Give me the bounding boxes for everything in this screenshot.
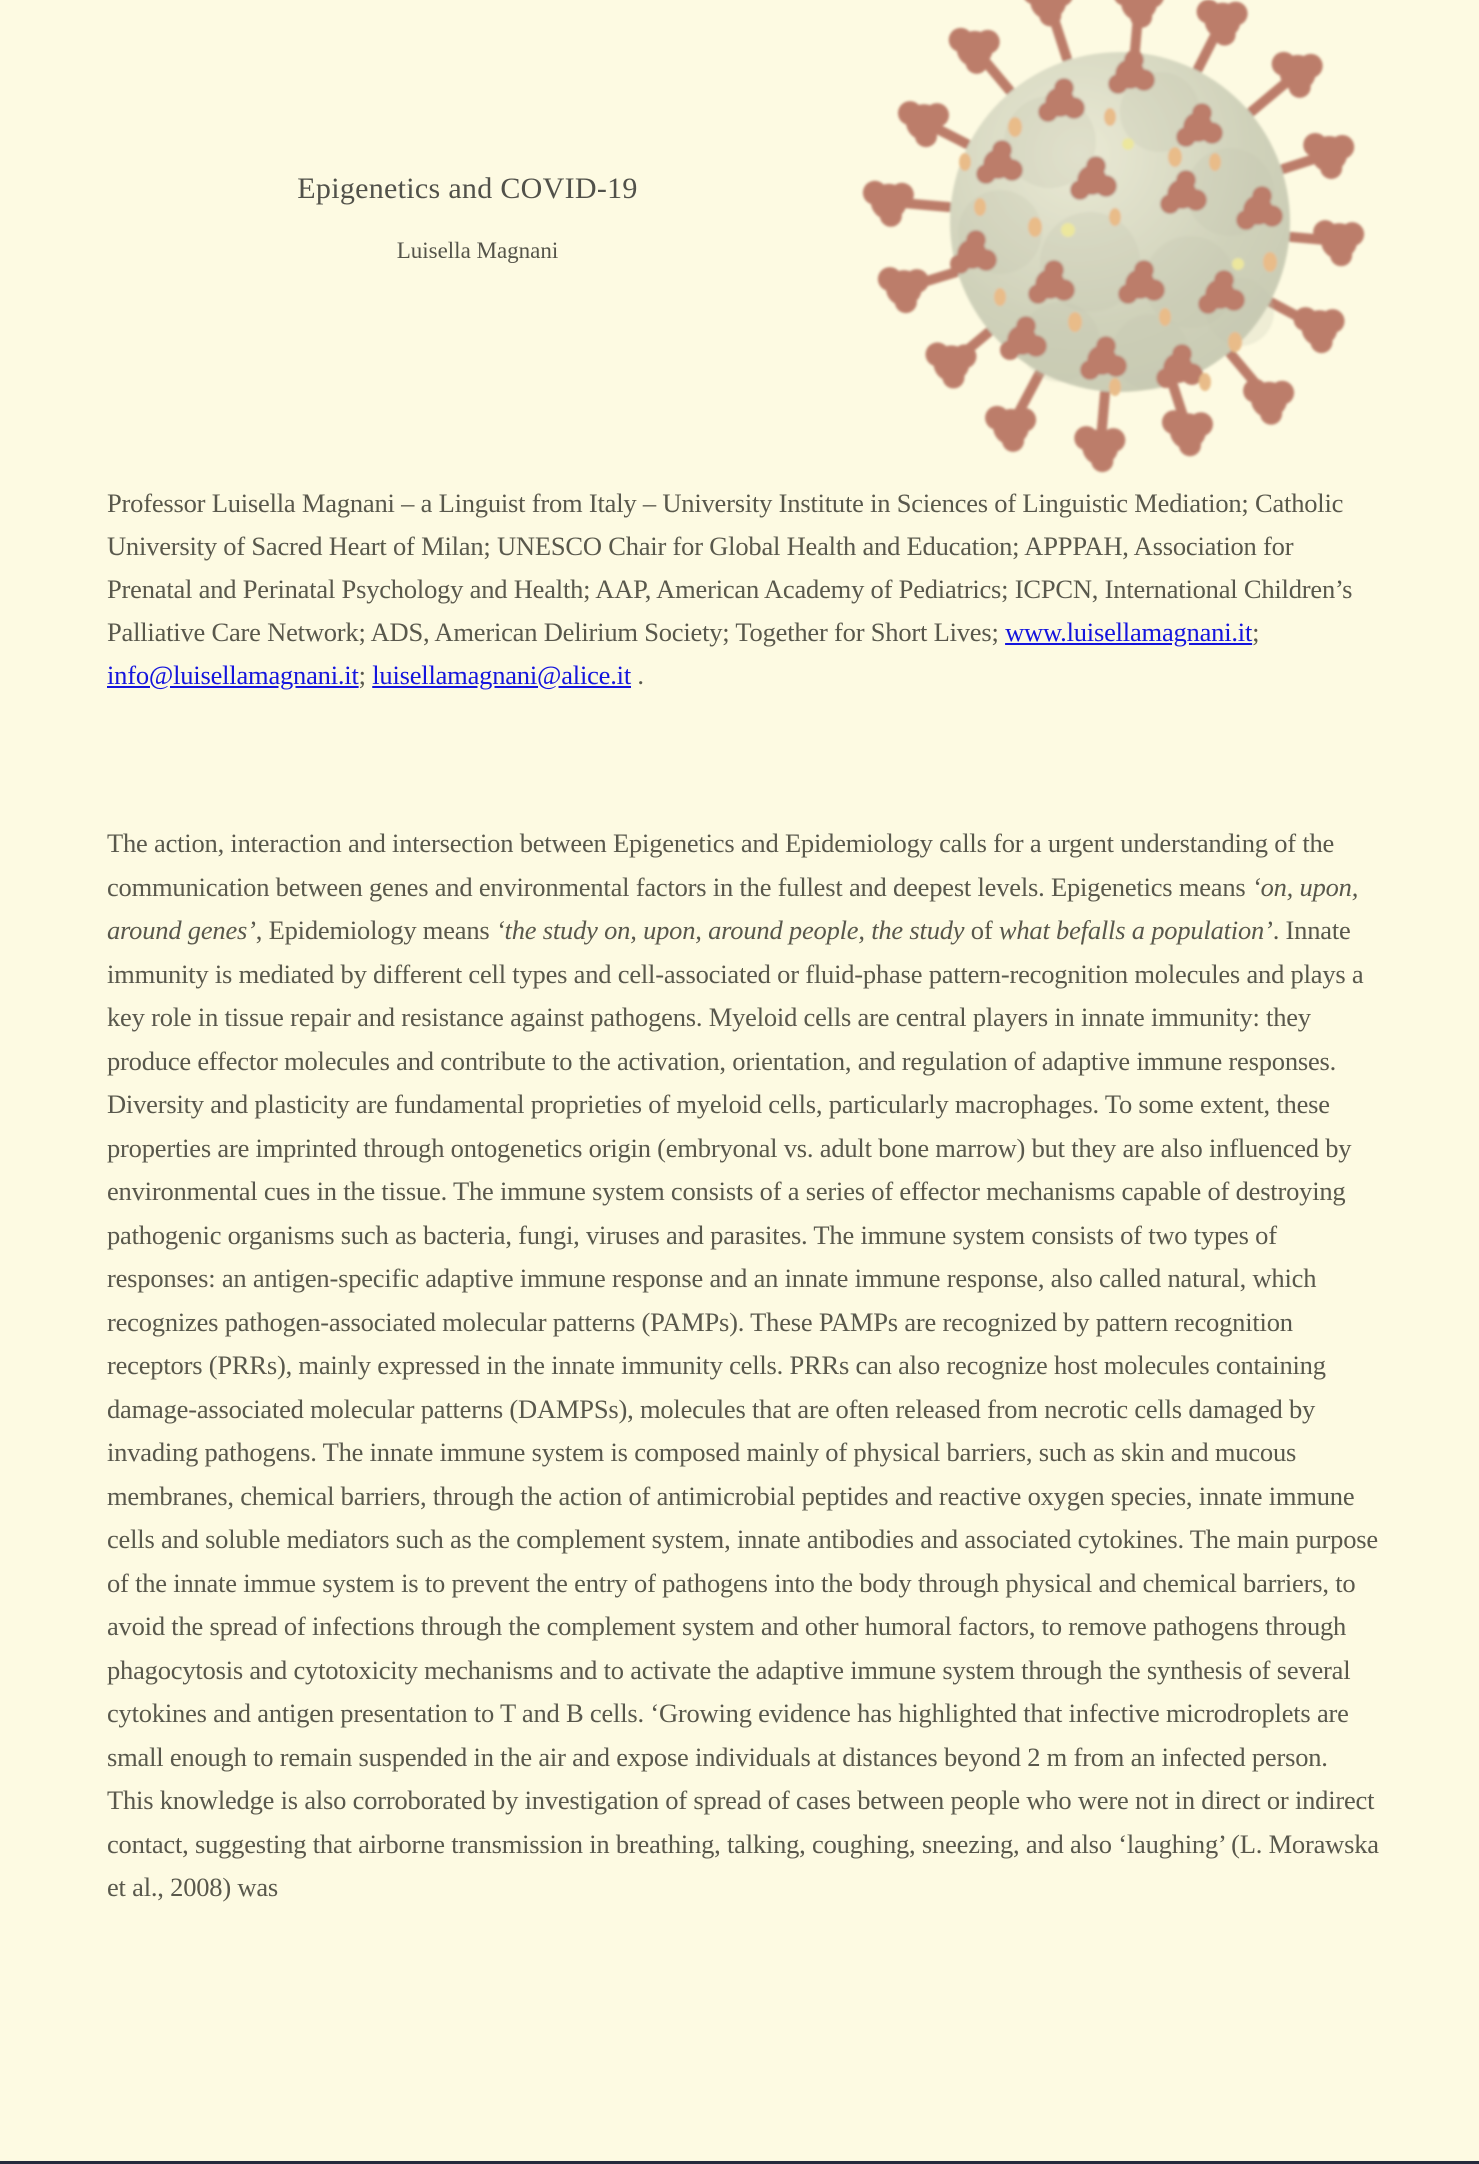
text-run: ; — [1252, 617, 1260, 647]
text-run: . Innate immunity is mediated by different cell types and cell-associated or fluid-phase pattern-recognition molecules and plays a key role in tissue repair and resistance against pathogens. Myeloid cells are central players in innate immunity: they produce effector molecules and contribute to the activation, orientation, and regulation of adaptive immune responses. Diversity and plasticity are fundamental proprieties of myeloid cells, particularly macrophages. To some extent, these properties are imprinted through ontogenetics origin (embryonal vs. adult bone marrow) but they are also influenced by environmental cues in the tissue. The immune system consists of a series of effector mechanisms capable of destroying pathogenic organisms such as bacteria, fungi, viruses and parasites. The immune system consists of two types of responses: an antigen-specific adaptive immune response and an innate immune response, also called natural, which recognizes pathogen-associated molecular patterns (PAMPs). These PAMPs are recognized by pattern recognition receptors (PRRs), mainly expressed in the innate immunity cells. PRRs can also recognize host molecules containing damage-associated molecular patterns (DAMPSs), molecules that are often released from necrotic cells damaged by invading pathogens. The innate immune system is composed mainly of physical barriers, such as skin and mucous membranes, chemical barriers, through the action of antimicrobial peptides and reactive oxygen species, innate immune cells and soluble mediators such as the complement system, innate antibodies and associated cytokines. The main purpose of the innate immue system is to prevent the entry of pathogens into the body through physical and chemical barriers, to avoid the spread of infections through the complement system and other humoral factors, to remove pathogens through phagocytosis and cytotoxicity mechanisms and to activate the adaptive immune system through the synthesis of several cytokines and antigen presentation to T and B cells. ‘Growing evidence has highlighted that infective microdroplets are small enough to remain suspended in the air and expose individuals at distances beyond 2 m from an infected person. This knowledge is also corroborated by investigation of spread of cases between people who were not in direct or indirect contact, suggesting that airborne transmission in breathing, talking, coughing, sneezing, and also ‘laughing’ (L. Morawska et al., 2008) was — [107, 915, 1379, 1902]
body-paragraph — [107, 822, 1379, 1910]
text-run: of — [970, 915, 999, 945]
text-run: Professor Luisella Magnani – a Linguist from Italy – University Institute in Sciences of Linguistic Mediation; Catholic University of Sacred Heart of Milan; UNESCO Chair for Global Health and Education; APPPAH, Association for Prenatal and Perinatal Psychology and Health; AAP, American Academy of Pediatrics; ICPCN, International Children’s Palliative Care Network; ADS, American Delirium Society; Together for Short Lives; — [107, 488, 1353, 647]
text-run: ; — [358, 660, 373, 690]
info-email-link[interactable]: info@luisellamagnani.it — [107, 660, 359, 690]
text-run: what befalls a population’ — [998, 915, 1273, 945]
text-run: ‘on, upon, around genes’ — [107, 871, 1359, 945]
text-run: ‘the study on, upon, around people, the study — [495, 915, 971, 945]
author-name: Luisella Magnani — [396, 238, 559, 263]
page-title: Epigenetics and COVID-19 — [297, 172, 638, 205]
affiliation-paragraph — [107, 482, 1379, 697]
website-link[interactable]: www.luisellamagnani.it — [1005, 617, 1253, 647]
alice-email-link[interactable]: luisellamagnani@alice.it — [372, 660, 631, 690]
text-run: . — [631, 660, 644, 690]
text-run: , Epidemiology means — [255, 915, 496, 945]
text-run: The action, interaction and intersection between Epigenetics and Epidemiology calls for a urgent understanding of the communication between genes and environmental factors in the fullest and deepest levels. Epigenetics means — [107, 828, 1335, 902]
